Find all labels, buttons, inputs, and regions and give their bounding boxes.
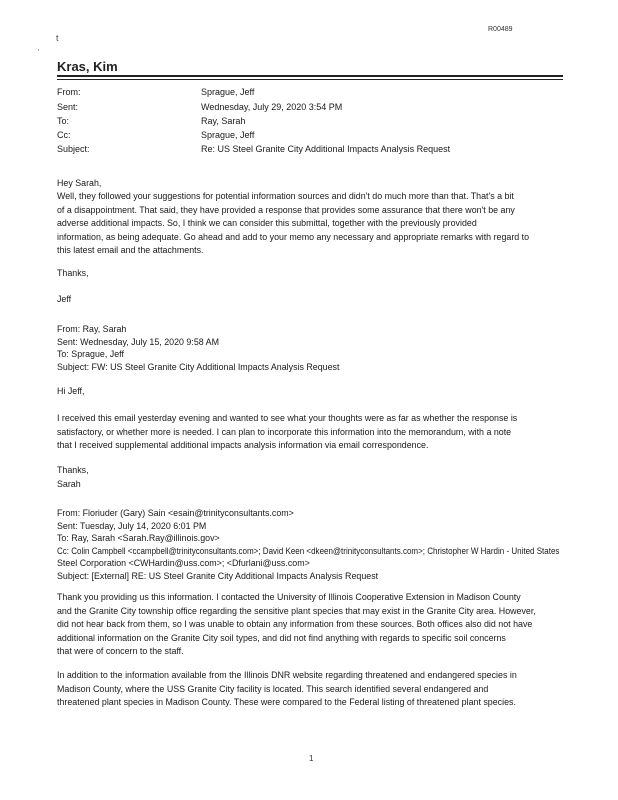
reply-body — [57, 190, 567, 258]
header-value-subject: Re: US Steel Granite City Additional Impacts Analysis Request — [201, 144, 451, 154]
header-value-to: Ray, Sarah — [201, 116, 246, 126]
margin-mark: ' — [38, 49, 40, 56]
forward-1-header — [57, 323, 567, 373]
header-rule-thin — [57, 79, 563, 80]
header-value-sent: Wednesday, July 29, 2020 3:54 PM — [201, 102, 343, 112]
header-label-sent: Sent: — [57, 102, 79, 112]
forward-2-from: From: Floriuder (Gary) Sain <esain@trinityconsultants.com> — [57, 508, 294, 518]
bates-number: R00489 — [488, 26, 513, 33]
header-rule-thick — [57, 75, 563, 77]
forward-2-body-line: Madison County, where the USS Granite City facility is located. This search identified several endangered and — [57, 683, 489, 694]
header-value-cc: Sprague, Jeff — [201, 130, 255, 140]
forward-2-body-line: did not hear back from them, so I was unable to obtain any information from these sources. Both offices also did not have — [57, 619, 533, 629]
reply-body-line: adverse additional impacts. So, I think we can consider this submittal, together with the previously provided — [57, 218, 477, 228]
forward-1-closing: Thanks, — [57, 465, 89, 475]
forward-2-body-2 — [57, 669, 567, 710]
reply-closing: Thanks, — [57, 268, 89, 278]
forward-2-body-line: Thank you providing us this information. I contacted the University of Illinois Cooperative Extension in Madison County — [57, 592, 521, 602]
header-label-from: From: — [57, 87, 81, 97]
forward-2-body-line: threatened plant species in Madison County. These were compared to the Federal listing of threatened plant species. — [57, 697, 516, 707]
forward-2-body-line: and the Granite City township office regarding the sensitive plant species that may exist in the Granite City area. However, — [57, 605, 536, 616]
reply-body-line: information, as being adequate. Go ahead and add to your memo any necessary and appropriate remarks with regard to — [57, 231, 530, 242]
forward-2-cc-cont: Steel Corporation <CWHardin@uss.com>; <Dfurlani@uss.com> — [57, 558, 310, 569]
forward-1-body-line: I received this email yesterday evening and wanted to see what your thoughts were as far as whether the response is — [57, 413, 518, 423]
header-value-from: Sprague, Jeff — [201, 87, 255, 97]
forward-1-to: To: Sprague, Jeff — [57, 349, 124, 360]
forward-2-to: To: Ray, Sarah <Sarah.Ray@illinois.gov> — [57, 533, 220, 544]
reply-body-line: this latest email and the attachments. — [57, 245, 204, 255]
forward-2-body-line: that were of concern to the staff. — [57, 646, 184, 656]
forward-1-from: From: Ray, Sarah — [57, 324, 127, 334]
forward-1-sent: Sent: Wednesday, July 15, 2020 9:58 AM — [57, 336, 219, 347]
page-number: 1 — [309, 754, 314, 763]
header-label-cc: Cc: — [57, 130, 71, 140]
forward-1-signature: Sarah — [57, 479, 81, 489]
forward-2-sent: Sent: Tuesday, July 14, 2020 6:01 PM — [57, 520, 207, 531]
forward-1-subject: Subject: FW: US Steel Granite City Additional Impacts Analysis Request — [57, 361, 340, 372]
header-label-subject: Subject: — [57, 144, 90, 154]
reply-signature: Jeff — [57, 294, 72, 304]
forward-1-greeting: Hi Jeff, — [57, 386, 85, 396]
reply-body-line: of a disappointment. That said, they have provided a response that provides some assurance that there won't be any — [57, 204, 515, 215]
forward-2-body-line: additional information on the Granite City soil types, and did not find anything with regards to specific soil concerns — [57, 632, 506, 643]
forward-1-body — [57, 412, 567, 453]
forward-2-subject: Subject: [External] RE: US Steel Granite City Additional Impacts Analysis Request — [57, 570, 379, 581]
reply-body-line: Well, they followed your suggestions for potential information sources and didn't do much more than that. That's a bit — [57, 191, 514, 201]
reply-greeting: Hey Sarah, — [57, 178, 102, 188]
forward-2-body-line: In addition to the information available from the Illinois DNR website regarding threatened and endangered species in — [57, 670, 517, 680]
forward-2-header — [57, 507, 567, 583]
margin-mark: t — [56, 33, 59, 43]
mailbox-owner-name: Kras, Kim — [57, 59, 118, 74]
forward-2-cc: Cc: Colin Campbell <ccampbell@trinityconsultants.com>; David Keen <dkeen@trinityconsultants.com>; Christopher W Hardin - United States — [57, 545, 560, 556]
header-label-to: To: — [57, 116, 70, 126]
forward-1-body-line: satisfactory, or whether more is needed. I can plan to incorporate this information into the memorandum, with a note — [57, 426, 512, 437]
forward-1-body-line: that I received supplemental additional impacts analysis information via email correspondence. — [57, 440, 429, 450]
forward-2-body-1 — [57, 591, 567, 659]
